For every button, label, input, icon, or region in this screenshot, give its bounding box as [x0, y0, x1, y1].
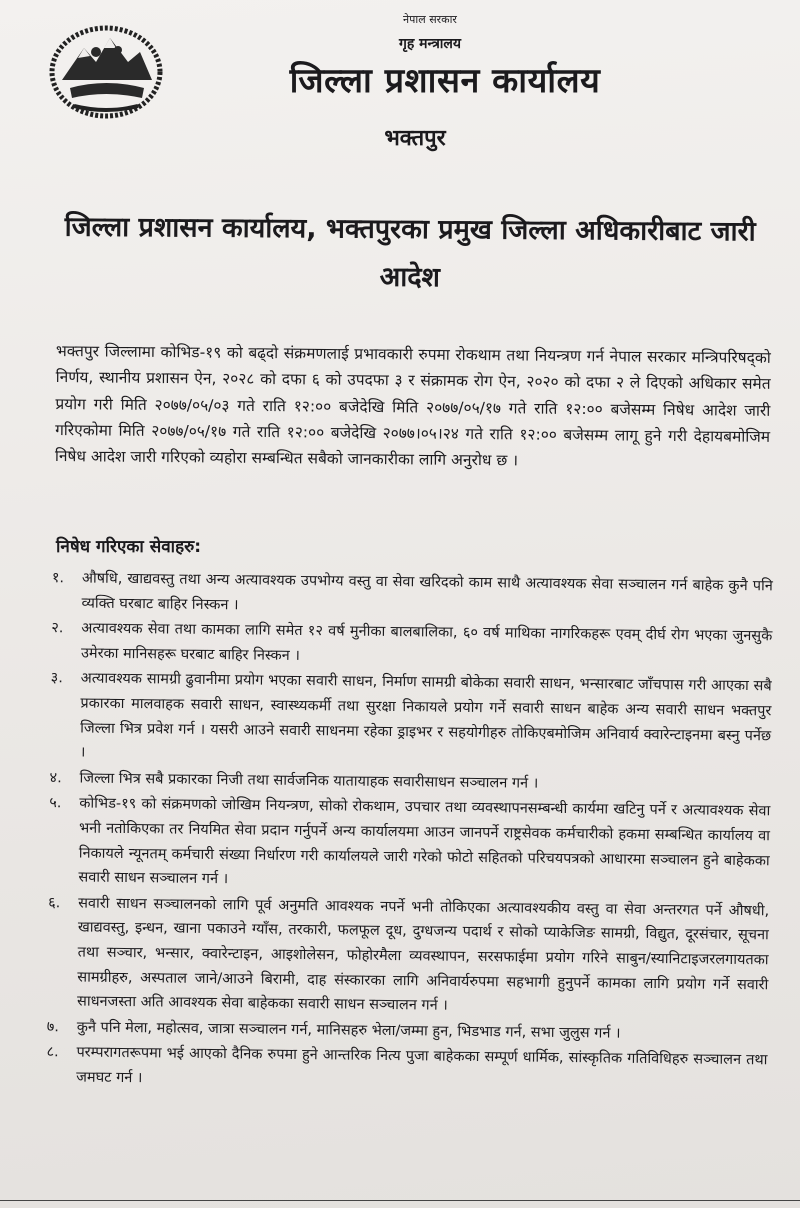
item-text: औषधि, खाद्यवस्तु तथा अन्य अत्यावश्यक उपभोग्य वस्तु वा सेवा खरिदको काम साथै अत्यावश्यक सेवा सञ्चालन गर्न बाहेक कुनै पनि व्यक्ति घरबाट बाहिर निस्कन । [81, 570, 773, 613]
office-district: भक्तपुर [384, 126, 446, 151]
item-number: ८. [46, 1044, 59, 1061]
item-number: ४. [49, 769, 62, 787]
item-number: ६. [48, 894, 61, 911]
section-heading: निषेध गरिएका सेवाहरु: [56, 537, 202, 557]
item-number: ३. [50, 670, 63, 687]
list-item [36, 666, 772, 773]
order-title: जिल्ला प्रशासन कार्यालय, भक्तपुरका प्रमुख जिल्ला अधिकारीबाट जारी आदेश [64, 211, 756, 294]
list-item [37, 616, 773, 674]
item-number: ५. [49, 795, 62, 812]
ministry-label: गृह मन्त्रालय [398, 36, 462, 52]
item-text: अत्यावश्यक सेवा तथा कामका लागि समेत १२ वर्ष मुनीका बालबालिका, ६० वर्ष माथिका नागरिकहरू एवम् दीर्घ रोग भएका जुनसुकै उमेरका मानिसहरू घरबाट बाहिर निस्कन । [80, 620, 773, 664]
intro-paragraph: भक्तपुर जिल्लामा कोभिड-१९ को बढ्दो संक्रमणलाई प्रभावकारी रुपमा रोकथाम तथा नियन्त्रण गर्न नेपाल सरकार मन्त्रिपरिषद्को निर्णय, स्थानीय प्रशासन ऐन, २०२८ को दफा ६ को उपदफा ३ र संक्रामक रोग ऐन, २०२० को दफा २ ले दिएको अधिकार समेत प्रयोग गरी मिति २०७७/०५/०३ गते राति १२:०० बजेदेखि मिति २०७७/०५/१७ गते राति १२:०० बजेसम्म निषेध आदेश जारी गरिएकोमा मिति २०७७/०५/१७ गते राति १२:०० बजेदेखि २०७७।०५।२४ गते राति १२:०० बजेसम्म लागू हुने गरी देहायबमोजिम निषेध आदेश जारी गरिएको व्यहोरा सम्बन्धित सबैको जानकारीका लागि अनुरोध छ । [54, 341, 771, 470]
list-item [34, 791, 770, 898]
list-item [37, 566, 773, 624]
prohibited-services-list [32, 566, 773, 1099]
office-title: जिल्ला प्रशासन कार्यालय [289, 61, 601, 101]
item-number: ७. [46, 1018, 60, 1035]
list-item [33, 891, 769, 1022]
page-bottom-rule [0, 1200, 800, 1201]
item-text: अत्यावश्यक सामग्री ढुवानीमा प्रयोग भएका सवारी साधन, निर्माण सामग्री बोकेका सवारी साधन, भन्सारबाट जाँचपास गरी आएका सबै प्रकारका मालवाहक सवारी साधन, स्वास्थ्यकर्मी तथा सुरक्षा निकायले प्रयोग गर्ने सवारी साधन बाहेक अन्य सवारी साधन भक्तपुर जिल्ला भित्र प्रवेश गर्न । यसरी आउने सवारी साधनमा रहेका ड्राइभर र सहयोगीहरु तोकिएबमोजिम अनिवार्य क्वारेन्टाइनमा बस्नु पर्नेछ । [79, 670, 772, 761]
item-number: १. [51, 570, 65, 587]
item-text: कोभिड-१९ को संक्रमणको जोखिम नियन्त्रण, सोको रोकथाम, उपचार तथा व्यवस्थापनसम्बन्धी कार्यमा खटिनु पर्ने र अत्यावश्यक सेवा भनी नतोकिएका तर नियमित सेवा प्रदान गर्नुपर्ने अन्य कार्यालयमा आउन जानपर्ने राष्ट्रसेवक कर्मचारीको हकमा सम्बन्धित कार्यालय वा निकायले न्यूनतम् कर्मचारी संख्या निर्धारण गरी कार्यालयले जारी गरेको फोटो सहितको परिचयपत्रको आधारमा सञ्चालन हुने बाहेकका सवारी साधन सञ्चालन गर्न । [78, 795, 771, 888]
item-text: सवारी साधन सञ्चालनको लागि पूर्व अनुमति आवश्यक नपर्ने भनी तोकिएका अत्यावश्यकीय वस्तु वा सेवा अन्तरगत पर्ने औषधी, खाद्यवस्तु, इन्धन, खाना पकाउने ग्याँस, तरकारी, फलफूल दूध, दुग्धजन्य पदार्थ र सोको प्याकेजिङ सामग्री, विद्युत, दूरसंचार, सूचना तथा सञ्चार, भन्सार, क्वारेन्टाइन, आइशोलेसन, फोहोरमैला व्यवस्थापन, सरसफाईमा प्रयोग गरिने साबुन/स्यानिटाइजरलगायतका सामग्रीहरु, अस्पताल जाने/आउने बिरामी, दाह संस्कारका लागि अनिवार्यरुपमा सहभागी हुनुपर्ने कामका लागि प्रयोग गर्ने सवारी साधनजस्ता अति आवश्यक सेवा बाहेकका सवारी साधन सञ्चालन गर्न । [76, 895, 770, 1014]
item-number: २. [51, 620, 64, 637]
item-text: जिल्ला भित्र सबै प्रकारका निजी तथा सार्वजनिक यातायाहक सवारीसाधन सञ्चालन गर्न । [79, 770, 539, 792]
item-text: परम्परागतरूपमा भई आएको दैनिक रुपमा हुने आन्तरिक नित्य पुजा बाहेकका सम्पूर्ण धार्मिक, सांस्कृतिक गतिविधिहरु सञ्चालन तथा जमघट गर्न । [76, 1044, 768, 1087]
government-label: नेपाल सरकार [403, 13, 457, 26]
list-item [32, 1040, 768, 1098]
item-text: कुनै पनि मेला, महोत्सव, जात्रा सञ्चालन गर्न, मानिसहरु भेला/जम्मा हुन, भिडभाड गर्न, सभा जुलुस गर्न । [76, 1019, 621, 1042]
